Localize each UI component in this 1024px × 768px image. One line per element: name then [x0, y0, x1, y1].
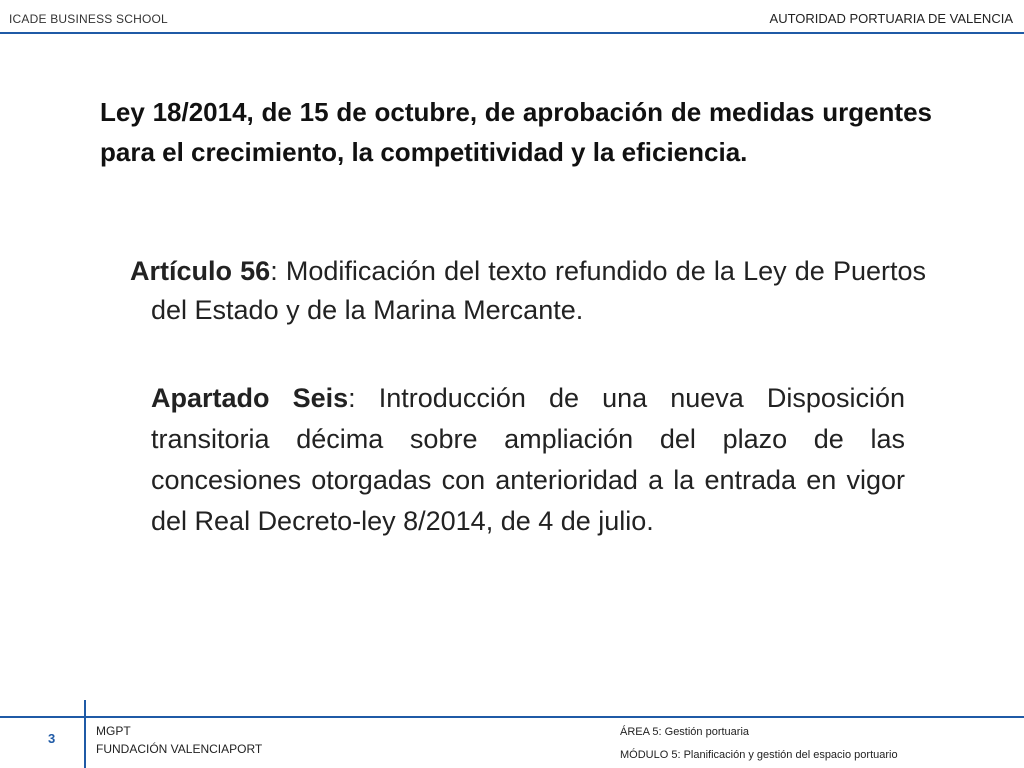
header-school-name: ICADE BUSINESS SCHOOL: [9, 12, 168, 26]
article-label: Artículo 56: [130, 256, 271, 286]
footer-divider: [0, 716, 1024, 718]
footer-organization: FUNDACIÓN VALENCIAPORT: [96, 742, 263, 756]
section-paragraph: [151, 378, 905, 542]
header-authority-name: AUTORIDAD PORTUARIA DE VALENCIA: [769, 11, 1013, 26]
footer-area: ÁREA 5: Gestión portuaria: [620, 726, 750, 738]
slide-title: Ley 18/2014, de 15 de octubre, de aprobación de medidas urgentes para el crecimiento, la competitividad y la eficiencia.: [100, 97, 932, 167]
footer-module: MÓDULO 5: Planificación y gestión del espacio portuario: [620, 749, 898, 761]
footer-vertical-divider: [84, 700, 86, 768]
article-paragraph: [130, 252, 926, 330]
page-number: 3: [48, 731, 56, 746]
footer-program: MGPT: [96, 724, 131, 738]
section-label: Apartado Seis: [151, 383, 349, 413]
section-text: : Introducción de una nueva Disposición transitoria décima sobre ampliación del plazo de las concesiones otorgadas con anterioridad a la entrada en vigor del Real Decreto-ley 8/2014, de 4 de julio.: [151, 383, 905, 536]
header-divider: [0, 32, 1024, 34]
article-text: : Modificación del texto refundido de la Ley de Puertos del Estado y de la Marina Mercante.: [151, 256, 926, 325]
